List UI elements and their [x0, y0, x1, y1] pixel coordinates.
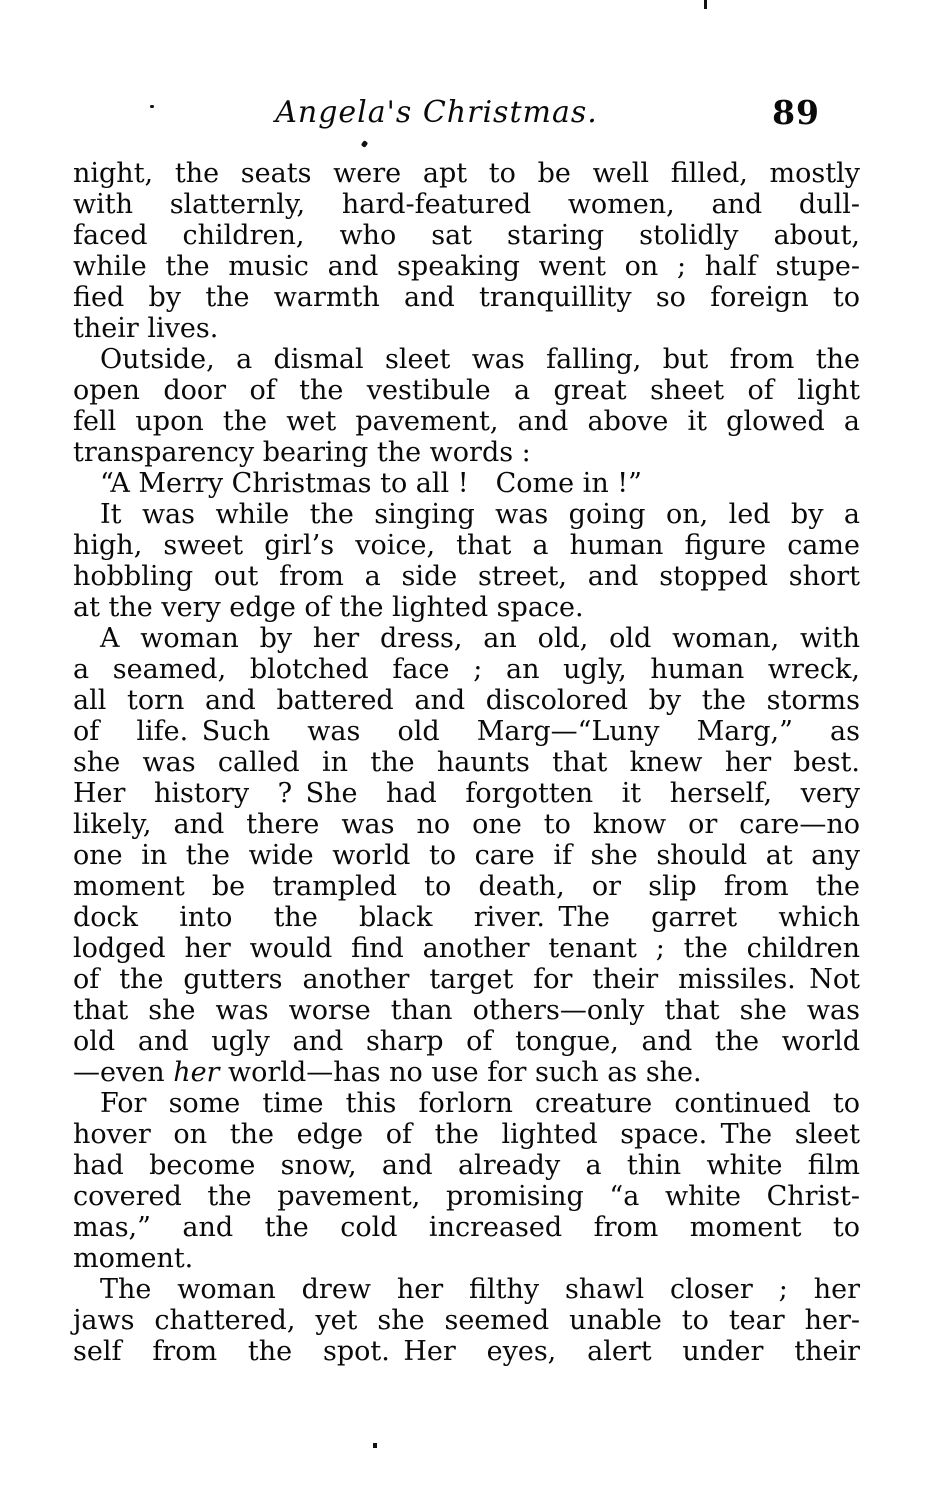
text-line: fied by the warmth and tranquillity so foreign to: [73, 282, 860, 313]
text-line: their lives.: [73, 313, 219, 344]
text-line: hover on the edge of the lighted space. The sleet: [73, 1119, 860, 1150]
text-line: covered the pavement, promising “a white Christ-: [73, 1181, 860, 1212]
text-line: transparency bearing the words :: [73, 437, 531, 468]
text-line: It was while the singing was going on, led by a: [100, 499, 860, 530]
paragraph: [73, 468, 860, 499]
page-number: 89: [772, 93, 820, 132]
text-line: with slatternly, hard-featured women, and dull-: [73, 189, 860, 220]
text-line: night, the seats were apt to be well filled, mostly: [73, 158, 860, 189]
text-line: [73, 1057, 860, 1088]
text-segment: —even: [73, 1057, 174, 1088]
text-line: at the very edge of the lighted space.: [73, 592, 584, 623]
text-line: Her history ? She had forgotten it herself, very: [73, 778, 860, 809]
text-line: For some time this forlorn creature continued to: [100, 1088, 860, 1119]
text-line: moment.: [73, 1243, 194, 1274]
text-line: had become snow, and already a thin white film: [73, 1150, 860, 1181]
running-head: [73, 95, 860, 137]
text-line: likely, and there was no one to know or care—no: [73, 809, 860, 840]
text-line: lodged her would find another tenant ; the children: [73, 933, 860, 964]
text-line: dock into the black river. The garret which: [73, 902, 860, 933]
text-line: open door of the vestibule a great sheet of light: [73, 375, 860, 406]
body-text: [73, 158, 860, 1367]
text-line: The woman drew her filthy shawl closer ; her: [100, 1274, 860, 1305]
paragraph: [73, 499, 860, 623]
paragraph: [73, 623, 860, 1088]
text-line: “A Merry Christmas to all ! Come in !”: [100, 468, 642, 499]
ink-speck: [373, 1443, 377, 1448]
text-line: of life. Such was old Marg—“Luny Marg,” as: [73, 716, 860, 747]
paragraph: [73, 344, 860, 468]
text-line: a seamed, blotched face ; an ugly, human wreck,: [73, 654, 860, 685]
italic-word: her: [173, 1057, 220, 1088]
ink-speck: [150, 105, 154, 108]
text-line: of the gutters another target for their missiles. Not: [73, 964, 860, 995]
ink-speck: [361, 140, 369, 148]
paragraph: [73, 1274, 860, 1367]
text-line: while the music and speaking went on ; half stupe-: [73, 251, 860, 282]
text-line: mas,” and the cold increased from moment to: [73, 1212, 860, 1243]
text-line: faced children, who sat staring stolidly about,: [73, 220, 860, 251]
text-line: that she was worse than others—only that she was: [73, 995, 860, 1026]
text-line: high, sweet girl’s voice, that a human figure came: [73, 530, 860, 561]
text-line: all torn and battered and discolored by the storms: [73, 685, 860, 716]
text-line: one in the wide world to care if she should at any: [73, 840, 860, 871]
text-line: A woman by her dress, an old, old woman, with: [100, 623, 860, 654]
page-title: Angela's Christmas.: [275, 95, 598, 130]
ink-speck: [704, 0, 707, 9]
text-line: Outside, a dismal sleet was falling, but from the: [100, 344, 860, 375]
text-line: moment be trampled to death, or slip from the: [73, 871, 860, 902]
text-line: hobbling out from a side street, and stopped short: [73, 561, 860, 592]
text-line: old and ugly and sharp of tongue, and the world: [73, 1026, 860, 1057]
paragraph: [73, 158, 860, 344]
text-segment: world—has no use for such as she.: [219, 1057, 702, 1088]
text-line: jaws chattered, yet she seemed unable to tear her-: [73, 1305, 860, 1336]
text-line: she was called in the haunts that knew her best.: [73, 747, 860, 778]
paragraph: [73, 1088, 860, 1274]
text-line: fell upon the wet pavement, and above it glowed a: [73, 406, 860, 437]
text-line: self from the spot. Her eyes, alert under their: [73, 1336, 860, 1367]
